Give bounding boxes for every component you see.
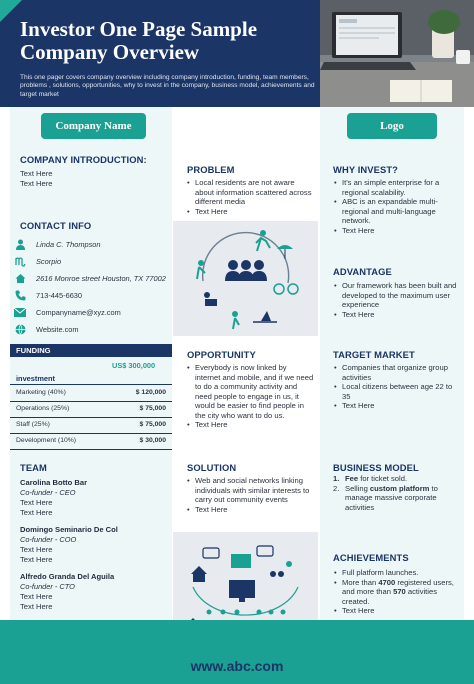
header-description: This one pager covers company overview including company introduction, funding, team members, problems , solutions, opportunities, why to invest in the company, business model, achievements and target market [20, 74, 315, 98]
team-heading: TEAM [20, 462, 47, 473]
contact-name-row: Linda C. Thompson [14, 236, 172, 253]
person-icon [14, 239, 26, 251]
advantage-heading: ADVANTAGE [333, 266, 392, 277]
funding-row: Operations (25%) $ 75,000 [16, 405, 166, 412]
business-model-heading: BUSINESS MODEL [333, 462, 419, 473]
footer-strip [0, 620, 474, 648]
contact-list [14, 236, 172, 338]
why-invest-heading: WHY INVEST? [333, 164, 398, 175]
contact-sign-row: Scorpio [14, 253, 172, 270]
opportunity-heading: OPPORTUNITY [187, 349, 256, 360]
achievements-heading: ACHIEVEMENTS [333, 552, 409, 563]
solution-list: • Web and social networks linking individuals with similar interests to carry out community events • Text Here [187, 476, 312, 514]
contact-email-row[interactable]: Companyname@xyz.com [14, 304, 172, 321]
globe-icon [14, 324, 26, 336]
advantage-list: • Our framework has been built and developed to the maximum user experience • Text Here [334, 281, 458, 319]
phone-icon [14, 290, 26, 302]
team-member: Alfredo Granda Del Aguila Co-funder - CTO Text Here Text Here [20, 572, 115, 611]
community-illustration [173, 221, 318, 336]
funding-row: Development (10%) $ 30,000 [16, 437, 166, 444]
funding-total: US$ 300,000 [112, 361, 156, 370]
company-intro-heading: COMPANY INTRODUCTION: [20, 154, 147, 165]
company-name-button[interactable]: Company Name [41, 113, 146, 139]
problem-heading: PROBLEM [187, 164, 235, 175]
solution-heading: SOLUTION [187, 462, 237, 473]
corner-accent [0, 0, 22, 22]
mail-icon [14, 307, 26, 319]
contact-phone-row: 713-445-6630 [14, 287, 172, 304]
logo-button[interactable]: Logo [347, 113, 437, 139]
team-list [20, 478, 170, 612]
list-item: 2. Selling custom platform to manage massive corporate activities [333, 483, 438, 512]
list-item: 1. Fee for ticket sold. [333, 474, 408, 483]
team-member: Carolina Botto Bar Co-funder - CEO Text Here Text Here [20, 478, 88, 517]
funding-subheading: investment [16, 374, 56, 383]
opportunity-list: • Everybody is now linked by internet and mobile, and if we need to do a community activity and need people to engage in us, it would be easier to find people in the city who want to do us. • Text Here [187, 363, 314, 430]
divider [10, 449, 172, 450]
list-item: • More than 4700 registered users, and more than 570 activities created. [334, 578, 458, 607]
network-illustration [173, 532, 318, 632]
team-member: Domingo Seminario De Col Co-funder - COO Text Here Text Here [20, 525, 118, 564]
desk-photo [320, 0, 474, 107]
funding-row: Staff (25%) $ 75,000 [16, 421, 166, 428]
target-market-heading: TARGET MARKET [333, 349, 415, 360]
contact-website-row[interactable]: Website.com [14, 321, 172, 338]
scorpio-icon [14, 256, 26, 268]
funding-heading: FUNDING [16, 346, 51, 355]
achievements-list: • Full platform launches. • More than 4700 registered users, and more than 570 activities created. • Text Here [334, 568, 458, 616]
funding-row: Marketing (40%) $ 120,000 [16, 389, 166, 396]
business-model-list [333, 474, 457, 512]
problem-list: • Local residents are not aware about information scattered across different media • Text Here [187, 178, 312, 216]
contact-heading: CONTACT INFO [20, 220, 92, 231]
target-market-list: • Companies that organize group activities • Local citizens between age 22 to 35 • Text Here [334, 363, 458, 411]
footer-website[interactable]: www.abc.com [0, 648, 474, 684]
company-intro-text: Text Here Text Here [20, 169, 53, 188]
why-invest-list: • It's an simple enterprise for a regional scalability. • ABC is an expandable multi-regional and multi-language network. • Text Here [334, 178, 458, 235]
home-icon [14, 273, 26, 285]
contact-address-row: 2616 Monroe street Houston, TX 77002 [14, 270, 172, 287]
page-title: Investor One Page Sample Company Overview [20, 17, 258, 64]
